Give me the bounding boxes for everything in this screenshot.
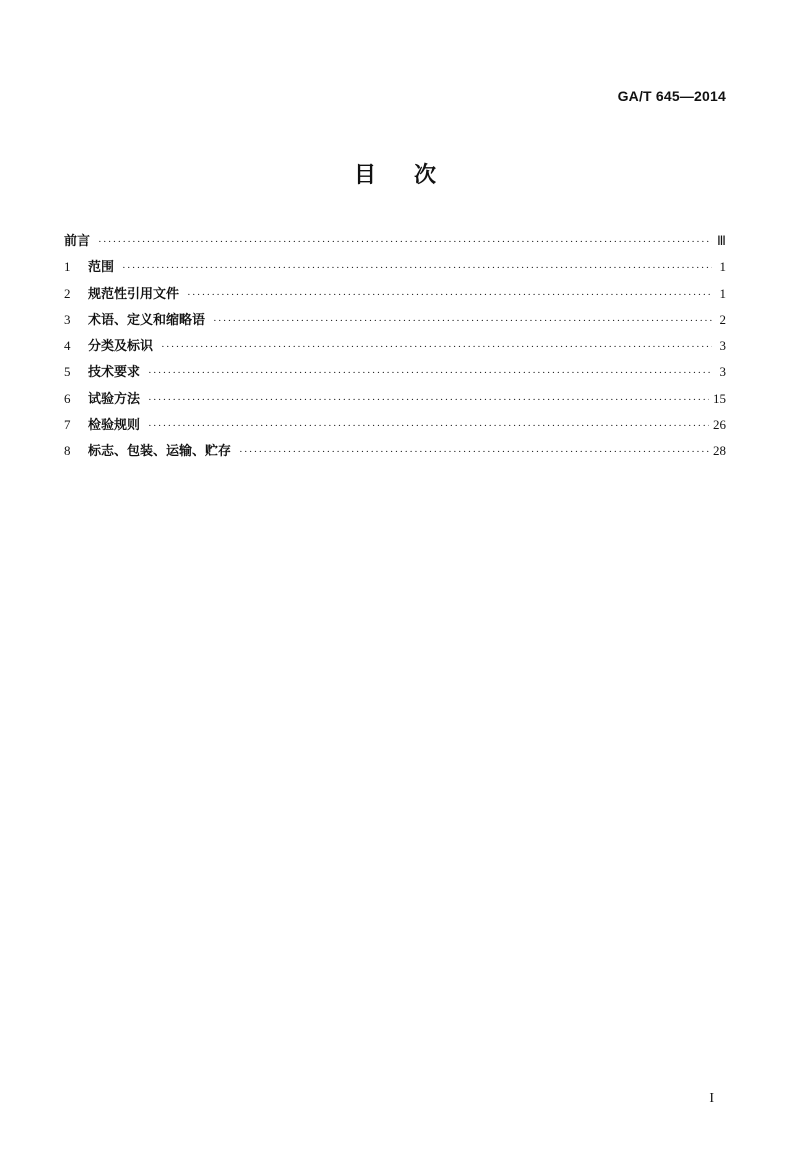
dot-leader bbox=[98, 236, 712, 248]
dot-leader bbox=[161, 341, 712, 353]
toc-entry-page: 28 bbox=[713, 443, 726, 459]
dot-leader bbox=[187, 289, 712, 301]
toc-entry-page: 15 bbox=[713, 390, 726, 406]
toc-entry-label: 试验方法 bbox=[88, 391, 141, 407]
toc-entry-number: 2 bbox=[64, 285, 71, 301]
dot-leader bbox=[122, 262, 712, 274]
toc-entry-label: 规范性引用文件 bbox=[88, 286, 180, 302]
dot-leader bbox=[148, 420, 709, 432]
toc-entry-label: 技术要求 bbox=[88, 365, 141, 381]
toc-entry-number: 4 bbox=[64, 338, 71, 354]
toc-entry-classification[interactable] bbox=[64, 335, 726, 361]
toc-entry-test-methods[interactable] bbox=[64, 388, 726, 414]
dot-leader bbox=[148, 394, 709, 406]
toc-entry-marking-packaging[interactable] bbox=[64, 440, 726, 466]
toc-entry-page: Ⅲ bbox=[717, 233, 726, 248]
toc-entry-number: 7 bbox=[64, 417, 71, 433]
toc-entry-page: 2 bbox=[719, 311, 726, 327]
toc-entry-page: 26 bbox=[713, 417, 726, 433]
toc-entry-number: 6 bbox=[64, 390, 71, 406]
toc-title: 目次 bbox=[353, 163, 474, 188]
toc-entry-page: 1 bbox=[719, 259, 726, 275]
toc-entry-label: 检验规则 bbox=[88, 418, 141, 434]
toc-entry-technical-requirements[interactable] bbox=[64, 361, 726, 387]
toc-entry-number: 3 bbox=[64, 311, 71, 327]
dot-leader bbox=[213, 315, 712, 327]
toc-entry-page: 1 bbox=[719, 285, 726, 301]
toc-entry-foreword[interactable] bbox=[64, 230, 726, 256]
toc-entry-terms-definitions[interactable] bbox=[64, 309, 726, 335]
toc-entry-page: 3 bbox=[719, 364, 726, 380]
dot-leader bbox=[239, 446, 709, 458]
toc-entry-inspection-rules[interactable] bbox=[64, 414, 726, 440]
toc-entry-scope[interactable] bbox=[64, 256, 726, 282]
page-number: I bbox=[709, 1091, 714, 1106]
toc-entry-label: 标志、包装、运输、贮存 bbox=[88, 444, 232, 460]
standard-code: GA/T 645—2014 bbox=[617, 88, 726, 104]
toc-entry-page: 3 bbox=[719, 338, 726, 354]
toc-entry-label: 前言 bbox=[64, 234, 91, 249]
toc-entry-label: 分类及标识 bbox=[88, 339, 154, 355]
toc-entry-number: 5 bbox=[64, 364, 71, 380]
toc-entry-label: 范围 bbox=[88, 260, 115, 276]
table-of-contents bbox=[64, 230, 726, 467]
dot-leader bbox=[148, 367, 712, 379]
toc-entry-label: 术语、定义和缩略语 bbox=[88, 312, 206, 328]
toc-entry-number: 8 bbox=[64, 443, 71, 459]
toc-entry-normative-references[interactable] bbox=[64, 283, 726, 309]
toc-entry-number: 1 bbox=[64, 259, 71, 275]
